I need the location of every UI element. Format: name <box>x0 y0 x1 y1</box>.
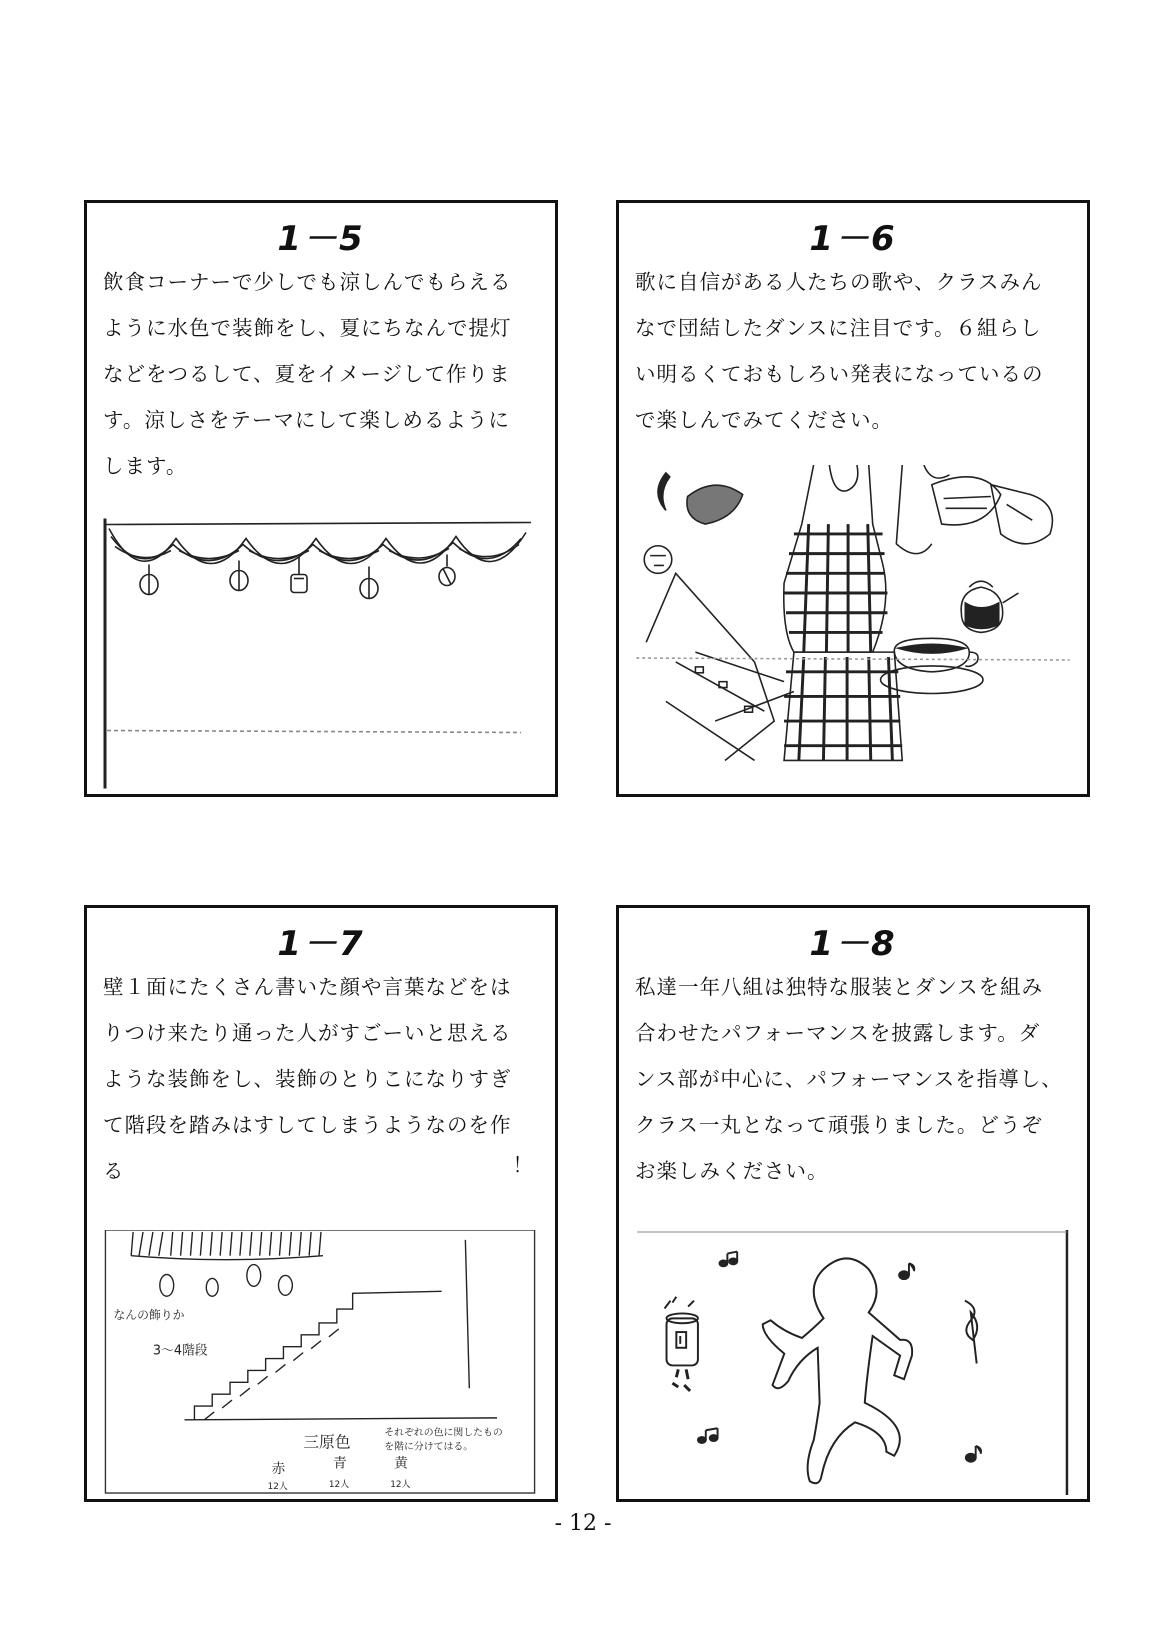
panel-1-6 <box>616 200 1090 797</box>
panel-1-8 <box>616 905 1090 1502</box>
illustration-singer-cafe <box>633 465 1073 790</box>
panel-description: 私達一年八組は独特な服装とダンスを組み 合わせたパフォーマンスを披露します。ダ ンス部が中心に、パフォーマンスを指導し、 クラス一丸となって頑張りました。どうぞ お楽しみください。 <box>635 975 1063 1183</box>
panel-description: 飲食コーナーで少しでも涼しんでもらえる ように水色で装飾をし、夏にちなんで提灯 などをつるして、夏をイメージして作りま す。涼しさをテーマにして楽しめるように します。 <box>103 270 512 478</box>
panel-description: 壁１面にたくさん書いた顔や言葉などをは りつけ来たり通った人がすごーいと思える ような装飾をし、装飾のとりこになりすぎ て階段を踏みはすしてしまうようなのを作 る <box>103 975 512 1183</box>
panel-description: 歌に自信がある人たちの歌や、クラスみん なで団結したダンスに注目です。６組らし い明るくておもしろい発表になっているの で楽しんでみてください。 <box>635 270 1044 432</box>
sketch-note-color-items: それぞれの色に関したもの <box>384 1427 503 1439</box>
panel-title: 1－5 <box>277 219 365 259</box>
panel-1-7 <box>84 905 558 1502</box>
sketch-note-decoration: なんの飾りか <box>113 1307 185 1322</box>
sketch-count: 12人 <box>328 1480 350 1491</box>
sketch-label-blue: 青 <box>332 1455 347 1472</box>
sketch-count: 12人 <box>390 1480 411 1491</box>
illustration-curtain-lanterns <box>101 517 541 790</box>
sketch-note-floors: を階に分けてはる。 <box>384 1441 474 1453</box>
panel-title: 1－8 <box>809 924 897 964</box>
panel-title: 1－7 <box>277 924 365 964</box>
page-number: - 12 - <box>554 1511 612 1536</box>
panel-title: 1－6 <box>809 219 897 259</box>
illustration-dancing-figure <box>633 1230 1073 1495</box>
panel-1-5 <box>84 200 558 797</box>
sketch-note-primary-colors: 三原色 <box>303 1432 351 1452</box>
exclamation-mark: ！ <box>512 1153 533 1177</box>
illustration-staircase-sketch <box>103 1230 539 1495</box>
sketch-note-stairs: 3～4階段 <box>152 1343 208 1359</box>
sketch-label-yellow: 黄 <box>394 1455 408 1472</box>
sketch-count: 12人 <box>267 1482 288 1493</box>
sketch-label-red: 赤 <box>271 1461 286 1478</box>
